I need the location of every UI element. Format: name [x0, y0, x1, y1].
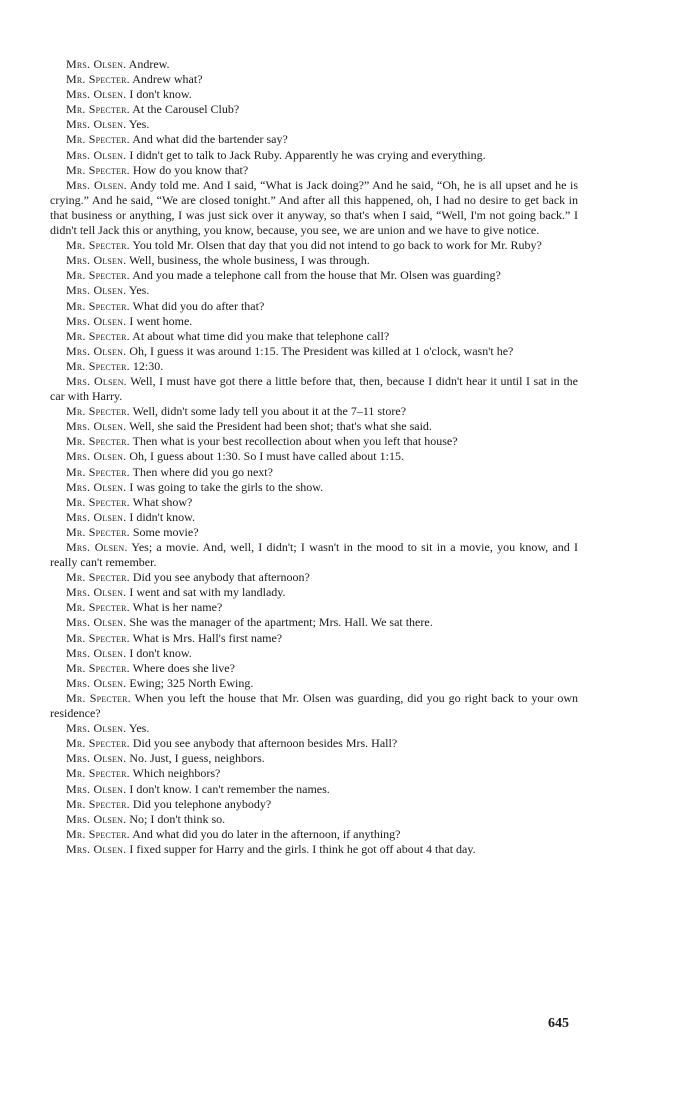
speech-text: Oh, I guess about 1:30. So I must have called about 1:15.	[129, 449, 404, 464]
speaker-label: Mr. Specter.	[66, 162, 130, 177]
speaker-label: Mrs. Olsen.	[66, 87, 127, 102]
speech-text: I fixed supper for Harry and the girls. I think he got off about 4 that day.	[129, 841, 476, 856]
speech-text: And you made a telephone call from the house that Mr. Olsen was guarding?	[132, 268, 501, 283]
speaker-label: Mrs. Olsen.	[66, 117, 127, 132]
transcript-entry	[50, 283, 578, 298]
speech-text: What show?	[132, 494, 193, 509]
speech-text: Yes; a movie. And, well, I didn't; I wasn't in the mood to sit in a movie, you know, and I really can't remember.	[50, 540, 578, 570]
speaker-label: Mrs. Olsen.	[66, 147, 127, 162]
speaker-label: Mrs. Olsen.	[66, 645, 127, 660]
speech-text: I don't know.	[129, 645, 192, 660]
speaker-label: Mr. Specter.	[66, 690, 131, 705]
transcript-entry	[50, 465, 578, 480]
speech-text: What is her name?	[132, 600, 223, 615]
transcript-entry	[50, 570, 578, 585]
speech-text: I don't know.	[129, 87, 192, 102]
speech-text: 12:30.	[132, 358, 164, 373]
transcript-entry	[50, 646, 578, 661]
transcript-entry	[50, 404, 578, 419]
transcript-entry	[50, 102, 578, 117]
speaker-label: Mr. Specter.	[66, 524, 130, 539]
speaker-label: Mrs. Olsen.	[66, 721, 127, 736]
speaker-label: Mr. Specter.	[66, 328, 130, 343]
speaker-label: Mrs. Olsen.	[66, 373, 127, 388]
transcript-entry	[50, 721, 578, 736]
speech-text: What is Mrs. Hall's first name?	[132, 630, 283, 645]
speech-text: Well, business, the whole business, I was through.	[129, 253, 370, 268]
speaker-label: Mr. Specter.	[66, 660, 130, 675]
speech-text: At about what time did you make that telephone call?	[132, 328, 390, 343]
transcript-entry	[50, 434, 578, 449]
transcript-entry	[50, 329, 578, 344]
transcript-entry	[50, 736, 578, 751]
speaker-label: Mr. Specter.	[66, 600, 130, 615]
speech-text: I went and sat with my landlady.	[129, 585, 286, 600]
speaker-label: Mr. Specter.	[66, 72, 130, 87]
transcript-entry	[50, 495, 578, 510]
speaker-label: Mr. Specter.	[66, 434, 130, 449]
speech-text: And what did the bartender say?	[132, 132, 288, 147]
speech-text: Ewing; 325 North Ewing.	[129, 675, 254, 690]
transcript-entry	[50, 87, 578, 102]
speech-text: Did you see anybody that afternoon besides Mrs. Hall?	[132, 736, 398, 751]
speaker-label: Mrs. Olsen.	[66, 313, 127, 328]
transcript-entry	[50, 299, 578, 314]
transcript-entry	[50, 827, 578, 842]
transcript-entry	[50, 510, 578, 525]
speech-text: Well, I must have got there a little before that, then, because I didn't hear it until I sat in the car with Harry.	[50, 373, 578, 404]
transcript-entry	[50, 585, 578, 600]
transcript-entry	[50, 238, 578, 253]
speech-text: Yes.	[128, 117, 150, 132]
transcript-entry	[50, 117, 578, 132]
speaker-label: Mrs. Olsen.	[66, 449, 127, 464]
speech-text: And what did you do later in the afternoon, if anything?	[132, 826, 401, 841]
speech-text: No. Just, I guess, neighbors.	[129, 751, 265, 766]
transcript-entry	[50, 132, 578, 147]
speech-text: Which neighbors?	[132, 766, 221, 781]
transcript-entry	[50, 178, 578, 238]
speech-text: You told Mr. Olsen that day that you did not intend to go back to work for Mr. Ruby?	[132, 238, 542, 253]
transcript-entry	[50, 268, 578, 283]
testimony-transcript	[50, 57, 578, 857]
speaker-label: Mrs. Olsen.	[66, 751, 127, 766]
speech-text: Then what is your best recollection about when you left that house?	[132, 434, 458, 449]
speech-text: Where does she live?	[132, 660, 235, 675]
speech-text: Andrew.	[128, 57, 170, 71]
transcript-entry	[50, 419, 578, 434]
transcript-page	[50, 57, 578, 857]
speaker-label: Mrs. Olsen.	[66, 283, 127, 298]
speaker-label: Mr. Specter.	[66, 736, 130, 751]
speech-text: I didn't know.	[129, 509, 196, 524]
speaker-label: Mr. Specter.	[66, 766, 130, 781]
transcript-entry	[50, 540, 578, 570]
speech-text: I went home.	[129, 313, 193, 328]
speech-text: I was going to take the girls to the show.	[129, 479, 324, 494]
speaker-label: Mr. Specter.	[66, 102, 130, 117]
transcript-entry	[50, 359, 578, 374]
speech-text: How do you know that?	[132, 162, 249, 177]
speech-text: Andy told me. And I said, “What is Jack doing?” And he said, “Oh, he is all upset and he is crying.” And he said, “We are closed tonight.” And after all this happened, oh, I had no desire to get back in that business or anything, I was just sick over it anyway, so that's when I said, “Well, I'm not going back.” I didn't tell Jack this or anything, you know, because, you see, we are union and we have to give notice.	[50, 177, 578, 238]
speaker-label: Mr. Specter.	[66, 132, 130, 147]
speaker-label: Mr. Specter.	[66, 494, 130, 509]
speech-text: No; I don't think so.	[129, 811, 226, 826]
transcript-entry	[50, 615, 578, 630]
transcript-entry	[50, 374, 578, 404]
transcript-entry	[50, 163, 578, 178]
speaker-label: Mr. Specter.	[66, 404, 130, 419]
speaker-label: Mrs. Olsen.	[66, 615, 127, 630]
speech-text: What did you do after that?	[132, 298, 265, 313]
speech-text: At the Carousel Club?	[132, 102, 240, 117]
transcript-entry	[50, 525, 578, 540]
speaker-label: Mrs. Olsen.	[66, 343, 127, 358]
transcript-entry	[50, 797, 578, 812]
speech-text: Did you see anybody that afternoon?	[132, 570, 310, 585]
speaker-label: Mr. Specter.	[66, 630, 130, 645]
transcript-entry	[50, 314, 578, 329]
speech-text: Oh, I guess it was around 1:15. The President was killed at 1 o'clock, wasn't he?	[129, 343, 514, 358]
speech-text: I don't know. I can't remember the names.	[129, 781, 330, 796]
speaker-label: Mrs. Olsen.	[66, 57, 127, 71]
speaker-label: Mr. Specter.	[66, 464, 130, 479]
transcript-entry	[50, 449, 578, 464]
transcript-entry	[50, 842, 578, 857]
speech-text: Yes.	[128, 283, 150, 298]
transcript-entry	[50, 631, 578, 646]
speaker-label: Mrs. Olsen.	[66, 509, 127, 524]
page-number: 645	[548, 1016, 569, 1031]
speaker-label: Mrs. Olsen.	[66, 177, 127, 192]
speech-text: Did you telephone anybody?	[132, 796, 272, 811]
speaker-label: Mrs. Olsen.	[66, 841, 127, 856]
speaker-label: Mrs. Olsen.	[66, 781, 127, 796]
speaker-label: Mrs. Olsen.	[66, 479, 127, 494]
transcript-entry	[50, 766, 578, 781]
speech-text: Well, she said the President had been shot; that's what she said.	[129, 419, 432, 434]
speaker-label: Mrs. Olsen.	[66, 811, 127, 826]
speaker-label: Mrs. Olsen.	[66, 419, 127, 434]
speech-text: Then where did you go next?	[132, 464, 273, 479]
speech-text: She was the manager of the apartment; Mrs. Hall. We sat there.	[129, 615, 433, 630]
speaker-label: Mrs. Olsen.	[66, 585, 127, 600]
transcript-entry	[50, 253, 578, 268]
speaker-label: Mr. Specter.	[66, 358, 130, 373]
transcript-entry	[50, 691, 578, 721]
transcript-entry	[50, 57, 578, 72]
speaker-label: Mr. Specter.	[66, 570, 130, 585]
speaker-label: Mr. Specter.	[66, 826, 130, 841]
speaker-label: Mr. Specter.	[66, 298, 130, 313]
speaker-label: Mr. Specter.	[66, 238, 130, 253]
transcript-entry	[50, 344, 578, 359]
speaker-label: Mrs. Olsen.	[66, 540, 128, 554]
transcript-entry	[50, 661, 578, 676]
transcript-entry	[50, 600, 578, 615]
transcript-entry	[50, 676, 578, 691]
speaker-label: Mrs. Olsen.	[66, 253, 127, 268]
speech-text: I didn't get to talk to Jack Ruby. Apparently he was crying and everything.	[129, 147, 486, 162]
speaker-label: Mr. Specter.	[66, 796, 130, 811]
transcript-entry	[50, 812, 578, 827]
speech-text: Well, didn't some lady tell you about it at the 7–11 store?	[132, 404, 407, 419]
speech-text: Andrew what?	[132, 72, 203, 87]
speech-text: When you left the house that Mr. Olsen was guarding, did you go right back to your own residence?	[50, 690, 578, 721]
speaker-label: Mrs. Olsen.	[66, 675, 127, 690]
transcript-entry	[50, 148, 578, 163]
transcript-entry	[50, 782, 578, 797]
transcript-entry	[50, 751, 578, 766]
transcript-entry	[50, 72, 578, 87]
speech-text: Some movie?	[132, 524, 199, 539]
transcript-entry	[50, 480, 578, 495]
speech-text: Yes.	[128, 721, 150, 736]
speaker-label: Mr. Specter.	[66, 268, 130, 283]
